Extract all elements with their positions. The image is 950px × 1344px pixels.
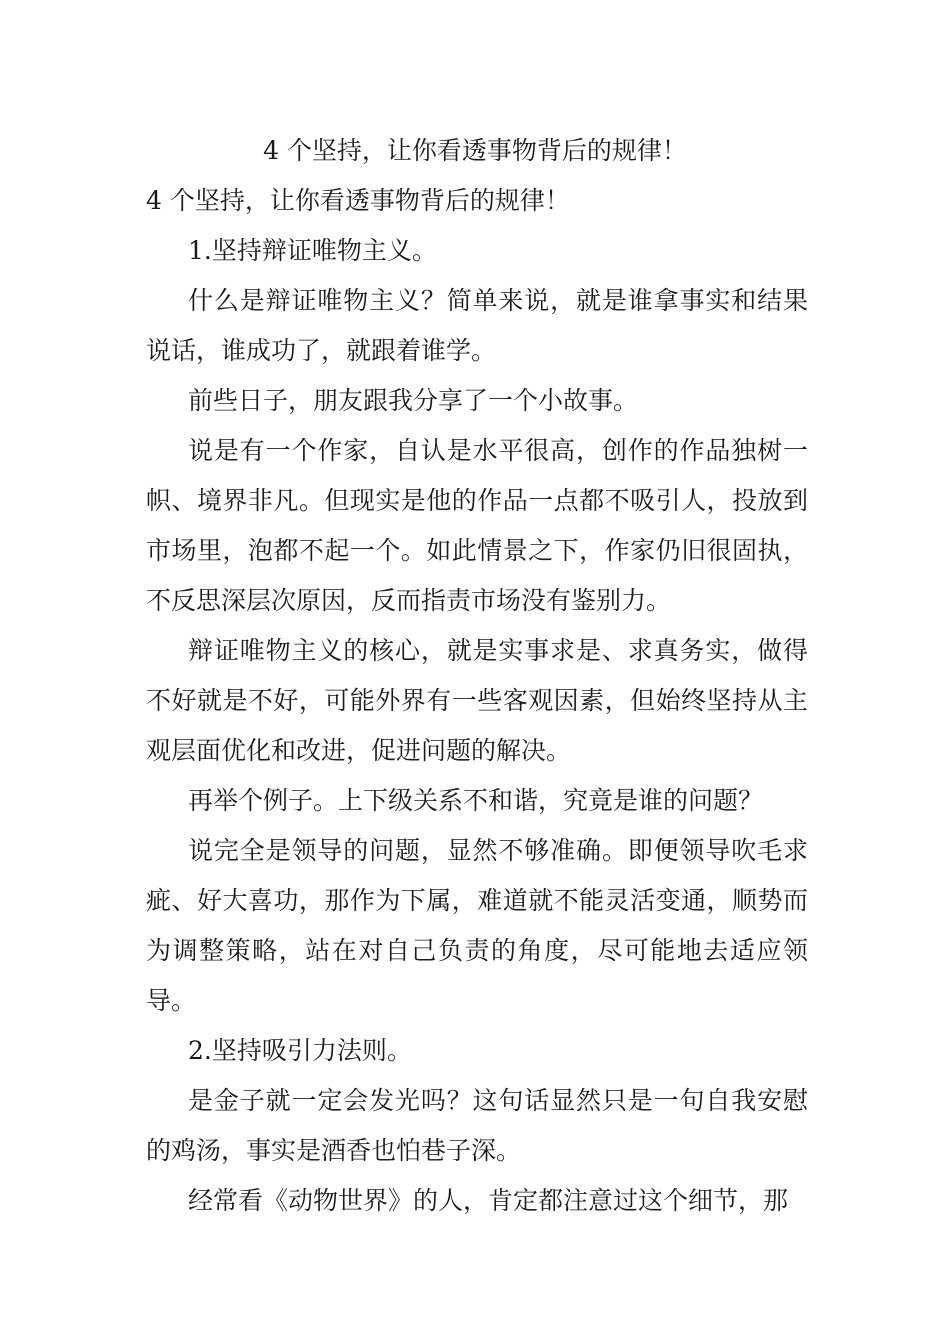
- document-body: [146, 176, 808, 1226]
- paragraph: 说是有一个作家，自认是水平很高，创作的作品独树一帜、境界非凡。但现实是他的作品一点都不吸引人，投放到市场里，泡都不起一个。如此情景之下，作家仍旧很固执，不反思深层次原因，反而指责市场没有鉴别力。: [146, 436, 808, 615]
- paragraph: 是金子就一定会发光吗？这句话显然只是一句自我安慰的鸡汤，事实是酒香也怕巷子深。: [146, 1086, 808, 1165]
- paragraph: 前些日子，朋友跟我分享了一个小故事。: [188, 386, 639, 415]
- paragraph: 说完全是领导的问题，显然不够准确。即便领导吹毛求疵、好大喜功，那作为下属，难道就不能灵活变通，顺势而为调整策略，站在对自己负责的角度，尽可能地去适应领导。: [146, 836, 808, 1015]
- paragraph: 什么是辩证唯物主义？简单来说，就是谁拿事实和结果说话，谁成功了，就跟着谁学。: [146, 286, 808, 365]
- section-heading-2: 2.坚持吸引力法则。: [188, 1036, 412, 1065]
- section-heading-1: 1.坚持辩证唯物主义。: [188, 236, 437, 265]
- document-title: 4 个坚持，让你看透事物背后的规律！: [263, 136, 687, 165]
- paragraph: 再举个例子。上下级关系不和谐，究竟是谁的问题？: [188, 786, 764, 815]
- paragraph: 经常看《动物世界》的人，肯定都注意过这个细节，那: [188, 1186, 789, 1215]
- paragraph: 辩证唯物主义的核心，就是实事求是、求真务实，做得不好就是不好，可能外界有一些客观因素，但始终坚持从主观层面优化和改进，促进问题的解决。: [146, 636, 808, 765]
- heading-repeat: 4 个坚持，让你看透事物背后的规律！: [146, 186, 570, 215]
